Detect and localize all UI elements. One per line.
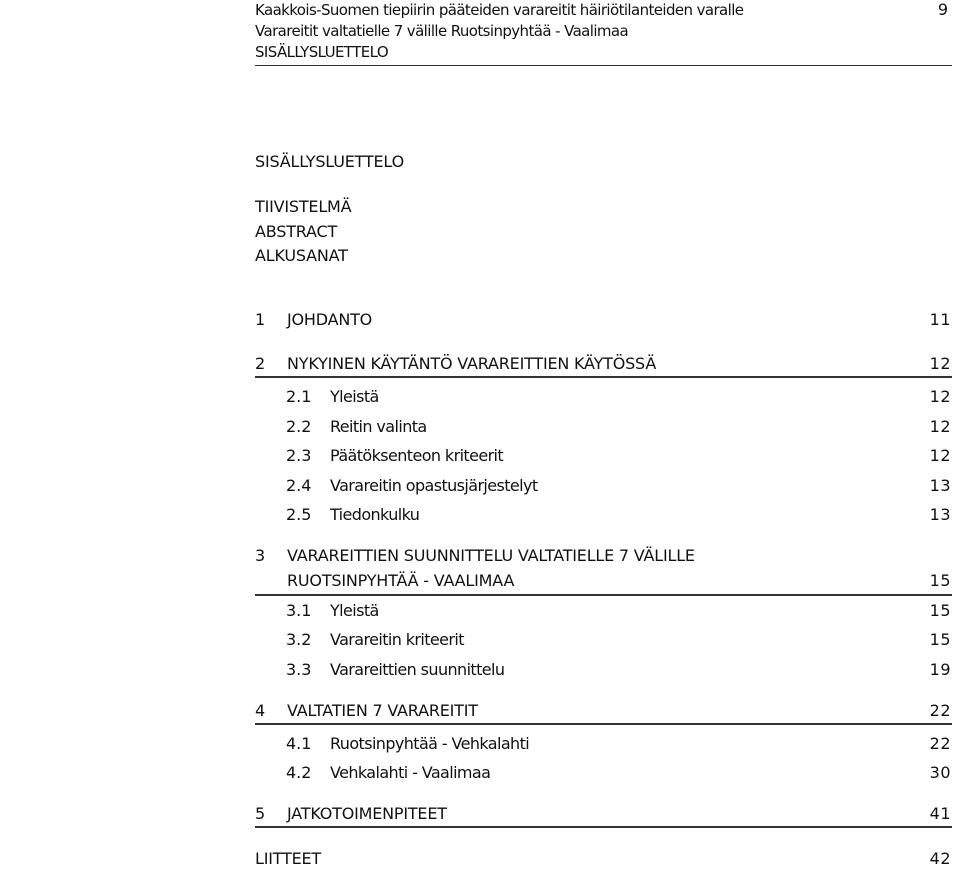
toc-section-page: 12 (929, 446, 951, 465)
toc-front-tiivistelma[interactable]: TIIVISTELMÄ (255, 197, 352, 216)
toc-section-page: 13 (929, 476, 951, 495)
toc-chapter-label[interactable]: JOHDANTO (287, 310, 373, 329)
toc-section-label[interactable]: Yleistä (330, 601, 379, 620)
toc-chapter-page: 11 (929, 310, 951, 329)
toc-section-number: 2.4 (286, 476, 312, 495)
toc-chapter-number: 4 (255, 701, 266, 720)
toc-section-page: 22 (929, 734, 951, 753)
header-line-3: SISÄLLYSLUETTELO (255, 43, 389, 61)
toc-section-page: 12 (929, 417, 951, 436)
toc-section-number: 3.3 (286, 660, 312, 679)
toc-chapter-page: 22 (929, 701, 951, 720)
toc-chapter-page: 41 (929, 804, 951, 823)
toc-section-number: 3.1 (286, 601, 312, 620)
toc-title: SISÄLLYSLUETTELO (255, 152, 404, 171)
toc-chapter-rule (255, 376, 952, 378)
toc-section-page: 12 (929, 387, 951, 406)
toc-section-label[interactable]: Varareitin opastusjärjestelyt (330, 476, 538, 495)
toc-section-number: 2.2 (286, 417, 312, 436)
toc-chapter-page: 12 (929, 354, 951, 373)
toc-section-label[interactable]: Vehkalahti - Vaalimaa (330, 763, 491, 782)
toc-section-label[interactable]: Varareittien suunnittelu (330, 660, 505, 679)
toc-front-abstract[interactable]: ABSTRACT (255, 222, 338, 241)
toc-front-alkusanat[interactable]: ALKUSANAT (255, 246, 348, 265)
toc-chapter-label-cont[interactable]: RUOTSINPYHTÄÄ - VAALIMAA (287, 571, 515, 590)
toc-section-number: 2.3 (286, 446, 312, 465)
toc-section-number: 4.1 (286, 734, 312, 753)
toc-appendix-label[interactable]: LIITTEET (255, 849, 322, 868)
toc-section-label[interactable]: Reitin valinta (330, 417, 427, 436)
toc-section-label[interactable]: Päätöksenteon kriteerit (330, 446, 504, 465)
header-line-2: Varareitit valtatielle 7 välille Ruotsinpyhtää - Vaalimaa (255, 22, 629, 40)
toc-section-number: 2.5 (286, 505, 312, 524)
toc-chapter-label[interactable]: VALTATIEN 7 VARAREITIT (287, 701, 478, 720)
toc-section-page: 13 (929, 505, 951, 524)
toc-chapter-page: 15 (929, 571, 951, 590)
toc-chapter-rule (255, 723, 952, 725)
toc-section-page: 15 (929, 601, 951, 620)
toc-chapter-number: 2 (255, 354, 266, 373)
toc-section-page: 30 (929, 763, 951, 782)
toc-chapter-label[interactable]: NYKYINEN KÄYTÄNTÖ VARAREITTIEN KÄYTÖSSÄ (287, 354, 657, 373)
toc-chapter-label[interactable]: JATKOTOIMENPITEET (287, 804, 447, 823)
toc-section-label[interactable]: Yleistä (330, 387, 379, 406)
toc-section-page: 19 (929, 660, 951, 679)
header-rule (255, 65, 952, 66)
toc-chapter-label[interactable]: VARAREITTIEN SUUNNITTELU VALTATIELLE 7 VÄLILLE (287, 546, 695, 565)
toc-section-number: 4.2 (286, 763, 312, 782)
toc-chapter-number: 5 (255, 804, 266, 823)
toc-section-label[interactable]: Ruotsinpyhtää - Vehkalahti (330, 734, 530, 753)
toc-section-page: 15 (929, 630, 951, 649)
toc-chapter-number: 3 (255, 546, 266, 565)
toc-section-label[interactable]: Tiedonkulku (330, 505, 420, 524)
toc-chapter-rule (255, 594, 952, 596)
toc-chapter-rule (255, 826, 952, 828)
toc-section-number: 3.2 (286, 630, 312, 649)
toc-chapter-number: 1 (255, 310, 266, 329)
toc-section-label[interactable]: Varareitin kriteerit (330, 630, 464, 649)
page-number: 9 (937, 0, 948, 19)
toc-appendix-page: 42 (929, 849, 951, 868)
toc-section-number: 2.1 (286, 387, 312, 406)
header-line-1: Kaakkois-Suomen tiepiirin pääteiden varareitit häiriötilanteiden varalle (255, 1, 744, 19)
